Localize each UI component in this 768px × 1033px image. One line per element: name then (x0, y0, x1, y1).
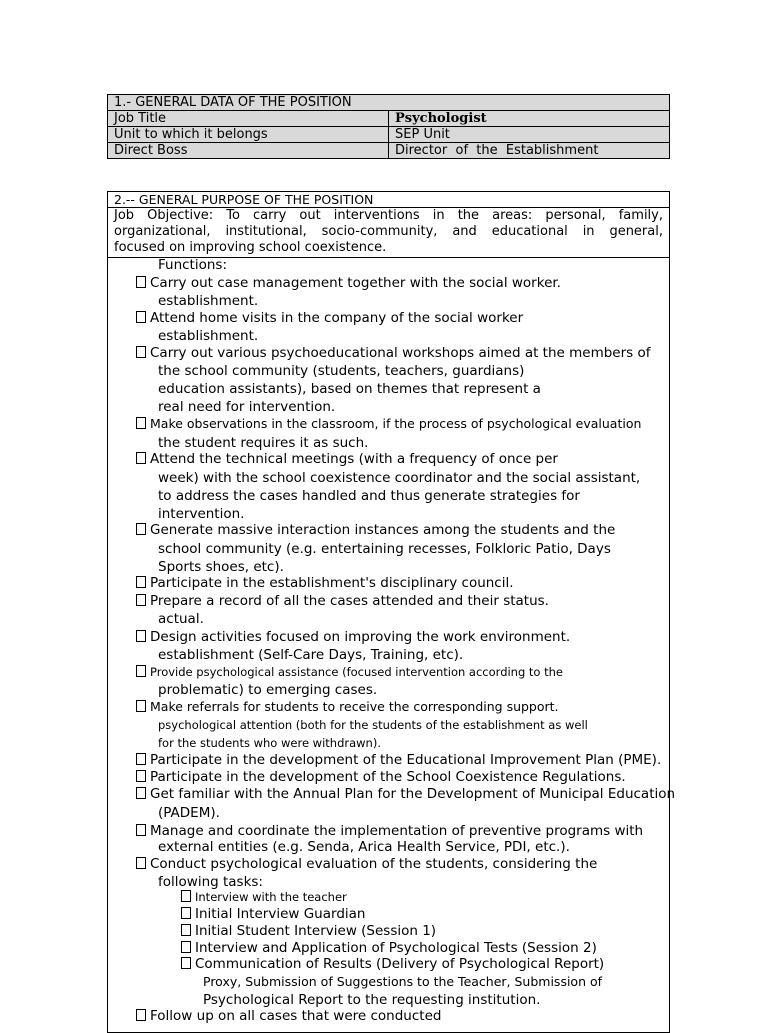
function-item-continuation (158, 610, 204, 628)
general-data-header-row (108, 95, 670, 111)
function-item-continuation (158, 327, 258, 345)
function-text: Sports shoes, etc). (158, 559, 284, 575)
bullet-icon (136, 594, 146, 606)
table-row (108, 127, 670, 143)
function-text: Attend home visits in the company of the social worker (150, 310, 524, 326)
function-item (136, 415, 641, 433)
function-text: for the students who were withdrawn). (158, 736, 381, 750)
function-item-continuation (158, 838, 570, 856)
function-text: school community (e.g. entertaining recesses, Folkloric Patio, Days (158, 541, 611, 557)
function-text: Carry out various psychoeducational workshops aimed at the members of (150, 345, 651, 361)
function-item (136, 855, 597, 873)
function-text: Generate massive interaction instances among the students and the (150, 522, 616, 538)
subitem-text: Communication of Results (Delivery of Psychological Report) (195, 956, 605, 972)
unit-label: Unit to which it belongs (108, 127, 389, 143)
subitem-text: Interview with the teacher (195, 890, 347, 904)
function-item-continuation (158, 469, 640, 487)
objective-line: focused on improving school coexistence. (114, 240, 387, 255)
function-item-continuation (158, 716, 588, 734)
function-item (136, 574, 514, 592)
function-item-continuation (158, 362, 524, 380)
table-row (108, 143, 670, 159)
evaluation-subitem (181, 905, 365, 923)
function-text: Design activities focused on improving the work environment. (150, 629, 571, 645)
function-text: Provide psychological assistance (focused intervention according to the (150, 665, 564, 679)
function-item-continuation (158, 380, 541, 398)
bullet-icon (136, 630, 146, 642)
function-text: actual. (158, 611, 204, 627)
general-purpose-table (107, 191, 676, 1033)
bullet-icon (181, 890, 191, 902)
bullet-icon (136, 346, 146, 358)
function-text: Make observations in the classroom, if the process of psychological evaluation (150, 416, 642, 431)
function-text: to address the cases handled and thus generate strategies for (158, 488, 580, 504)
function-item-continuation (158, 292, 258, 310)
function-item (136, 309, 523, 327)
bullet-icon (136, 523, 146, 535)
function-item (136, 785, 675, 803)
function-text: establishment (Self-Care Days, Training, etc). (158, 647, 464, 663)
job-title-label: Job Title (108, 111, 389, 127)
function-text: real need for intervention. (158, 399, 336, 415)
bullet-icon (136, 700, 146, 712)
general-data-header: 1.- GENERAL DATA OF THE POSITION (108, 95, 670, 111)
bullet-icon (136, 770, 146, 782)
function-item-continuation (158, 804, 220, 822)
job-title-value: Psychologist (389, 111, 670, 127)
function-text: Participate in the establishment's disciplinary council. (150, 575, 514, 591)
table-row (108, 111, 670, 127)
function-item (136, 592, 549, 610)
function-item (136, 344, 651, 362)
evaluation-subitem (181, 955, 604, 973)
function-text: Get familiar with the Annual Plan for the Development of Municipal Education (150, 786, 676, 802)
function-text: the school community (students, teachers, guardians) (158, 363, 525, 379)
function-item (136, 698, 559, 716)
evaluation-subitem (181, 888, 347, 906)
function-item-continuation (158, 646, 463, 664)
general-purpose-header: 2.-- GENERAL PURPOSE OF THE POSITION (108, 192, 669, 208)
function-text: establishment. (158, 328, 259, 344)
function-text: Participate in the development of the Educational Improvement Plan (PME). (150, 752, 662, 768)
function-item-continuation (158, 681, 377, 699)
function-item (136, 751, 661, 769)
general-data-table (107, 94, 670, 159)
bullet-icon (136, 857, 146, 869)
function-item (136, 663, 563, 681)
function-item-continuation (158, 487, 580, 505)
function-item (136, 1007, 441, 1025)
function-item-continuation (158, 734, 381, 752)
bullet-icon (136, 452, 146, 464)
function-text: establishment. (158, 293, 259, 309)
function-text: following tasks: (158, 874, 263, 890)
function-text: intervention. (158, 506, 245, 522)
function-text: Carry out case management together with the social worker. (150, 275, 561, 291)
objective-line: Job Objective: To carry out interventions in the areas: personal, family, (114, 208, 663, 223)
function-text: week) with the school coexistence coordinator and the social assistant, (158, 470, 641, 486)
bullet-icon (136, 1009, 146, 1021)
unit-value: SEP Unit (389, 127, 670, 143)
function-item-continuation (158, 398, 335, 416)
function-item (136, 274, 561, 292)
function-item-continuation (158, 540, 611, 558)
bullet-icon (136, 753, 146, 765)
direct-boss-value: Director of the Establishment (389, 143, 670, 159)
direct-boss-label: Direct Boss (108, 143, 389, 159)
function-item (136, 521, 615, 539)
bullet-icon (181, 907, 191, 919)
function-text: Attend the technical meetings (with a frequency of once per (150, 451, 558, 467)
function-text: Make referrals for students to receive the corresponding support. (150, 699, 559, 714)
subitem-text: Initial Interview Guardian (195, 906, 366, 922)
subitem-continuation: Psychological Report to the requesting institution. (203, 992, 541, 1008)
bullet-icon (136, 311, 146, 323)
function-text: the student requires it as such. (158, 435, 369, 451)
bullet-icon (136, 576, 146, 588)
objective-line: organizational, institutional, socio-community, and educational in general, (114, 224, 663, 239)
function-text: Participate in the development of the School Coexistence Regulations. (150, 769, 626, 785)
bullet-icon (181, 941, 191, 953)
function-item (136, 450, 558, 468)
evaluation-subitem (181, 922, 436, 940)
job-objective (108, 208, 669, 258)
subitem-text: Interview and Application of Psychological Tests (Session 2) (195, 940, 597, 956)
function-text: Manage and coordinate the implementation of preventive programs with (150, 823, 644, 839)
function-item (136, 768, 626, 786)
function-text: Follow up on all cases that were conducted (150, 1008, 442, 1024)
function-text: education assistants), based on themes that represent a (158, 381, 541, 397)
bullet-icon (181, 957, 191, 969)
function-text: external entities (e.g. Senda, Arica Health Service, PDI, etc.). (158, 839, 570, 855)
bullet-icon (136, 824, 146, 836)
functions-label: Functions: (158, 257, 228, 273)
function-text: Conduct psychological evaluation of the students, considering the (150, 856, 598, 872)
bullet-icon (181, 924, 191, 936)
bullet-icon (136, 787, 146, 799)
subitem-text: Initial Student Interview (Session 1) (195, 923, 437, 939)
function-text: (PADEM). (158, 805, 220, 821)
function-text: Prepare a record of all the cases attended and their status. (150, 593, 549, 609)
bullet-icon (136, 665, 146, 677)
function-text: problematic) to emerging cases. (158, 682, 378, 698)
function-text: psychological attention (both for the students of the establishment as well (158, 718, 588, 732)
subitem-continuation: Proxy, Submission of Suggestions to the Teacher, Submission of (203, 974, 603, 989)
bullet-icon (136, 417, 146, 429)
function-item (136, 628, 570, 646)
bullet-icon (136, 276, 146, 288)
